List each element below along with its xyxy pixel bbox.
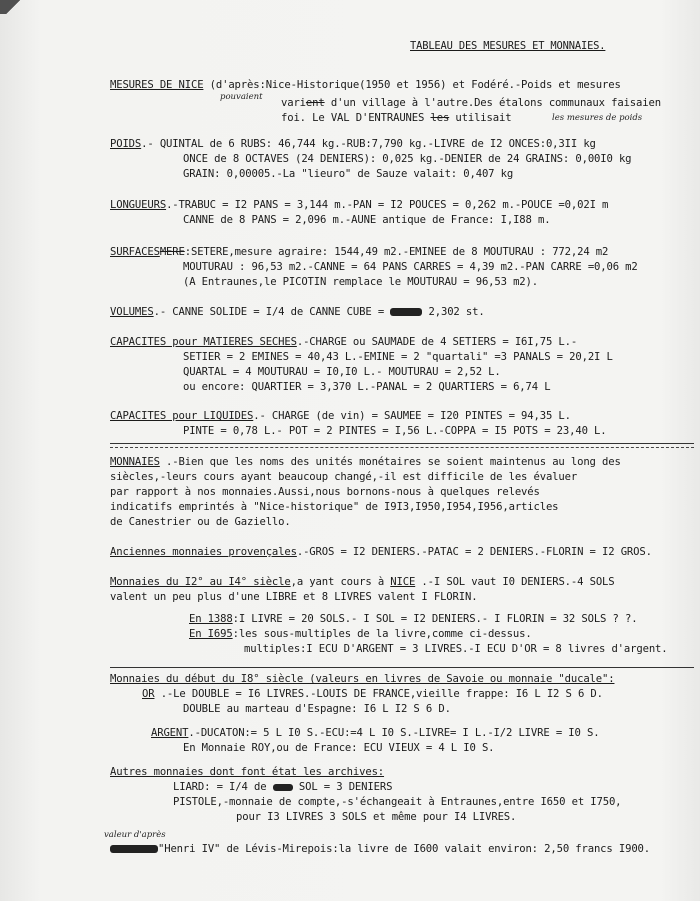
m12-line-4: En I695:les sous-multiples de la livre,comme ci-dessus.: [189, 628, 532, 640]
mesures-line-1: MESURES DE NICE (d'après:Nice-Historique(1950 et 1956) et Fodéré.-Poids et mesures: [110, 79, 621, 91]
section-divider-2: [110, 667, 694, 668]
mesures-line-2: varient d'un village à l'autre.Des étalons communaux faisaien: [281, 97, 661, 109]
autres-line-2: PISTOLE,-monnaie de compte,-s'échangeait à Entraunes,entre I650 et I750,: [173, 796, 622, 808]
anciennes-line: Anciennes monnaies provençales.-GROS = I2 DENIERS.-PATAC = 2 DENIERS.-FLORIN = I2 GROS.: [110, 546, 652, 558]
scribble-mark: [390, 308, 422, 316]
handwritten-note-mesures-poids: les mesures de poids: [552, 113, 643, 123]
m12-line-3: En 1388:I LIVRE = 20 SOLS.- I SOL = I2 DENIERS.- I FLORIN = 32 SOLS ? ?.: [189, 613, 638, 625]
mesures-heading: MESURES DE NICE: [110, 79, 204, 91]
cap-seches-line-3: QUARTAL = 4 MOUTURAU = I0,I0 L.- MOUTURAU = 2,52 L.: [183, 366, 501, 378]
mesures-line-3: foi. Le VAL D'ENTRAUNES les utilisait: [281, 112, 512, 124]
cap-liquides-line-1: CAPACITES pour LIQUIDES.- CHARGE (de vin) = SAUMEE = I20 PINTES = 94,35 L.: [110, 410, 571, 422]
m18-line-4: En Monnaie ROY,ou de France: ECU VIEUX = 4 L I0 S.: [183, 742, 495, 754]
cap-liquides-heading: CAPACITES pour LIQUIDES: [110, 410, 254, 422]
monnaies-heading: MONNAIES: [110, 456, 160, 468]
m18-heading: Monnaies du début du I8° siècle (valeurs en livres de Savoie ou monnaie "ducale":: [110, 673, 615, 685]
scribble-mark-3: [110, 845, 158, 853]
longueurs-heading: LONGUEURS: [110, 199, 167, 211]
m18-line-2: DOUBLE au marteau d'Espagne: I6 L I2 S 6 D.: [183, 703, 451, 715]
m12-line-2: valent un peu plus d'une LIBRE et 8 LIVRES valent I FLORIN.: [110, 591, 478, 603]
page-title: TABLEAU DES MESURES ET MONNAIES.: [410, 40, 606, 52]
cap-liquides-line-2: PINTE = 0,78 L.- POT = 2 PINTES = I,56 L.-COPPA = I5 POTS = 23,40 L.: [183, 425, 607, 437]
autres-line-1: LIARD: = I/4 de SOL = 3 DENIERS: [173, 781, 393, 793]
poids-line-1: POIDS.- QUINTAL de 6 RUBS: 46,744 kg.-RUB:7,790 kg.-LIVRE de I2 ONCES:0,3II kg: [110, 138, 596, 150]
section-divider-secondary: [110, 447, 694, 448]
longueurs-line-1: LONGUEURS.-TRABUC = I2 PANS = 3,144 m.-PAN = I2 POUCES = 0,262 m.-POUCE =0,02I m: [110, 199, 609, 211]
m12-line-1: Monnaies du I2° au I4° siècle,a yant cours à NICE .-I SOL vaut I0 DENIERS.-4 SOLS: [110, 576, 615, 588]
page-corner-fold: [0, 0, 36, 14]
handwritten-note-valeur: valeur d'après: [104, 830, 166, 840]
cap-seches-line-4: ou encore: QUARTIER = 3,370 L.-PANAL = 2 QUARTIERS = 6,74 L: [183, 381, 551, 393]
surfaces-line-1: SURFACESMERE:SETERE,mesure agraire: 1544,49 m2.-EMINEE de 8 MOUTURAU : 772,24 m2: [110, 246, 609, 258]
poids-heading: POIDS: [110, 138, 142, 150]
longueurs-line-2: CANNE de 8 PANS = 2,096 m.-AUNE antique de France: I,I88 m.: [183, 214, 551, 226]
poids-line-3: GRAIN: 0,00005.-La "lieuro" de Sauze valait: 0,407 kg: [183, 168, 514, 180]
cap-seches-heading: CAPACITES pour MATIERES SECHES: [110, 336, 297, 348]
section-divider: [110, 443, 694, 444]
monnaies-line-4: indicatifs emprintés à "Nice-historique" de I9I3,I950,I954,I956,articles: [110, 501, 559, 513]
autres-heading: Autres monnaies dont font état les archives:: [110, 766, 385, 778]
anciennes-heading: Anciennes monnaies provençales: [110, 546, 297, 558]
volumes-heading: VOLUMES: [110, 306, 154, 318]
poids-line-2: ONCE de 8 OCTAVES (24 DENIERS): 0,025 kg.-DENIER de 24 GRAINS: 0,00I0 kg: [183, 153, 632, 165]
monnaies-line-5: de Canestrier ou de Gaziello.: [110, 516, 291, 528]
m18-line-3: ARGENT.-DUCATON:= 5 L I0 S.-ECU:=4 L I0 S.-LIVRE= I L.-I/2 LIVRE = I0 S.: [151, 727, 600, 739]
m12-heading: Monnaies du I2° au I4° siècle: [110, 576, 291, 588]
m18-line-1: OR .-Le DOUBLE = I6 LIVRES.-LOUIS DE FRANCE,vieille frappe: I6 L I2 S 6 D.: [142, 688, 603, 700]
surfaces-heading: SURFACES: [110, 246, 160, 258]
autres-line-3: pour I3 LIVRES 3 SOLS et même pour I4 LIVRES.: [236, 811, 517, 823]
monnaies-line-2: siècles,-leurs cours ayant beaucoup changé,-il est difficile de les évaluer: [110, 471, 578, 483]
surfaces-line-2: MOUTURAU : 96,53 m2.-CANNE = 64 PANS CARRES = 4,39 m2.-PAN CARRE =0,06 m2: [183, 261, 638, 273]
cap-seches-line-1: CAPACITES pour MATIERES SECHES.-CHARGE ou SAUMADE de 4 SETIERS = I6I,75 L.-: [110, 336, 578, 348]
m12-line-5: multiples:I ECU D'ARGENT = 3 LIVRES.-I ECU D'OR = 8 livres d'argent.: [244, 643, 668, 655]
volumes-line: VOLUMES.- CANNE SOLIDE = I/4 de CANNE CUBE = 2,302 st.: [110, 306, 485, 318]
handwritten-note-pouvaient: pouvaient: [220, 92, 263, 102]
henri-line: "Henri IV" de Lévis-Mirepois:la livre de I600 valait environ: 2,50 francs I900.: [110, 843, 650, 856]
monnaies-line-3: par rapport à nos monnaies.Aussi,nous bornons-nous à quelques relevés: [110, 486, 540, 498]
surfaces-line-3: (A Entraunes,le PICOTIN remplace le MOUTURAU = 96,53 m2).: [183, 276, 538, 288]
monnaies-line-1: MONNAIES .-Bien que les noms des unités monétaires se soient maintenus au long des: [110, 456, 621, 468]
scribble-mark-2: [273, 784, 293, 791]
cap-seches-line-2: SETIER = 2 EMINES = 40,43 L.-EMINE = 2 "quartali" =3 PANALS = 20,2I L: [183, 351, 613, 363]
